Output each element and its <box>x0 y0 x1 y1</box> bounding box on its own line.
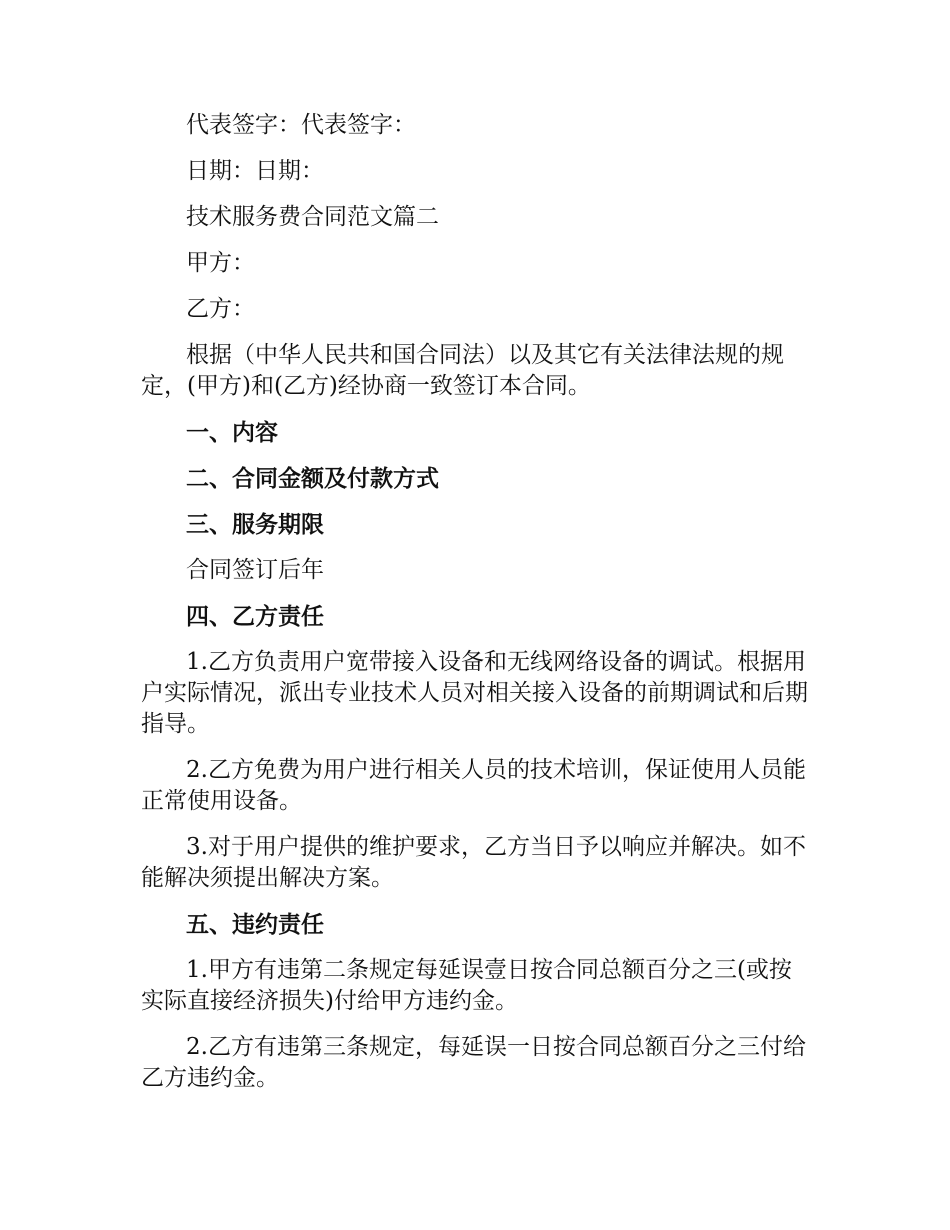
party-b-line: 乙方： <box>186 296 255 322</box>
heading-breach-liability: 五、违约责任 <box>186 911 324 938</box>
section-title: 技术服务费合同范文篇二 <box>186 204 439 230</box>
signature-line: 代表签字：代表签字： <box>186 112 416 138</box>
basis-paragraph: 根据（中华人民共和国合同法）以及其它有关法律法规的规定，(甲方)和(乙方)经协商一致签订本合同。 <box>141 342 784 399</box>
breach-item-1: 1.甲方有违第二条规定每延误壹日按合同总额百分之三(或按实际直接经济损失)付给甲方违约金。 <box>141 957 792 1014</box>
breach-item-2: 2.乙方有违第三条规定，每延误一日按合同总额百分之三付给乙方违约金。 <box>141 1034 806 1091</box>
duty-item-2: 2.乙方免费为用户进行相关人员的技术培训，保证使用人员能正常使用设备。 <box>141 757 806 814</box>
heading-party-b-duties: 四、乙方责任 <box>186 603 324 630</box>
heading-amount-payment: 二、合同金额及付款方式 <box>186 465 439 492</box>
duty-item-3: 3.对于用户提供的维护要求，乙方当日予以响应并解决。如不能解决须提出解决方案。 <box>141 834 806 891</box>
duty-item-1: 1.乙方负责用户宽带接入设备和无线网络设备的调试。根据用户实际情况，派出专业技术人员对相关接入设备的前期调试和后期指导。 <box>141 649 808 737</box>
term-paragraph: 合同签订后年 <box>186 557 324 583</box>
heading-content: 一、内容 <box>186 419 278 446</box>
party-a-line: 甲方： <box>186 250 255 276</box>
date-line: 日期：日期： <box>186 158 324 184</box>
document-body <box>141 110 809 1094</box>
heading-service-term: 三、服务期限 <box>186 511 324 538</box>
